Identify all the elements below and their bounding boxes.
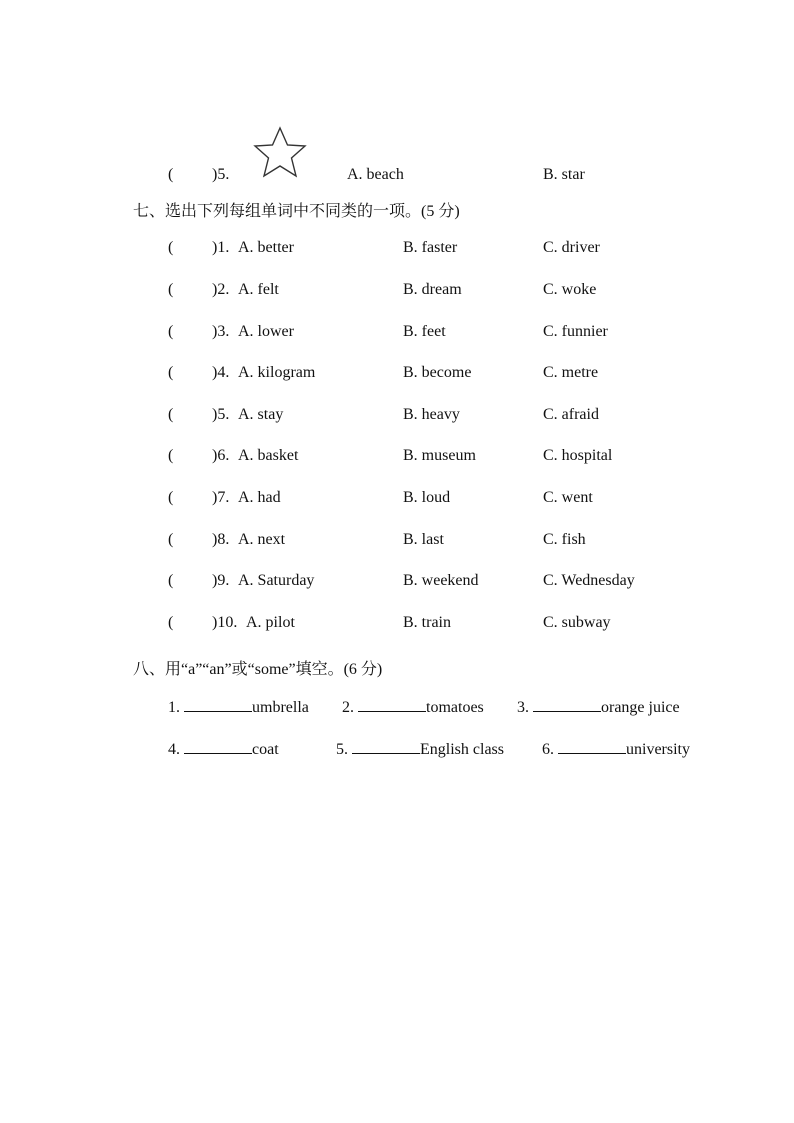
question-number: )5. (212, 406, 230, 423)
answer-paren: ( (168, 447, 174, 464)
answer-blank[interactable] (184, 697, 252, 712)
option-c: C. subway (543, 614, 611, 631)
answer-paren: ( (168, 531, 174, 548)
option-a: A. beach (347, 166, 404, 183)
question-number: )8. (212, 531, 230, 548)
answer-paren: ( (168, 489, 174, 506)
option-a: A. had (238, 489, 281, 506)
question-number: )3. (212, 323, 230, 340)
question-number: )2. (212, 281, 230, 298)
option-c: C. fish (543, 531, 586, 548)
answer-blank[interactable] (358, 697, 426, 712)
option-a: A. better (238, 239, 294, 256)
list-item (342, 697, 484, 717)
option-b: B. last (403, 531, 444, 548)
option-a: A. stay (238, 406, 284, 423)
list-item (168, 697, 309, 717)
item-word: English class (420, 741, 504, 758)
question-number: )1. (212, 239, 230, 256)
option-b: B. train (403, 614, 451, 631)
option-a: A. kilogram (238, 364, 316, 381)
answer-paren: ( (168, 323, 174, 340)
list-item (542, 739, 690, 759)
option-a: A. felt (238, 281, 279, 298)
option-c: C. metre (543, 364, 599, 381)
question-number: )5. (212, 166, 230, 183)
item-number: 5. (336, 741, 348, 758)
item-number: 6. (542, 741, 554, 758)
option-b: B. faster (403, 239, 458, 256)
answer-blank[interactable] (558, 739, 626, 754)
list-item (168, 739, 279, 759)
item-word: university (626, 741, 690, 758)
option-a: A. lower (238, 323, 294, 340)
answer-paren: ( (168, 406, 174, 423)
option-a: A. next (238, 531, 286, 548)
option-b: B. feet (403, 323, 446, 340)
answer-paren: ( (168, 281, 174, 298)
item-number: 3. (517, 699, 529, 716)
item-word: umbrella (252, 699, 309, 716)
item-word: tomatoes (426, 699, 484, 716)
answer-paren: ( (168, 614, 174, 631)
option-a: A. pilot (246, 614, 295, 631)
answer-paren: ( (168, 166, 174, 183)
item-word: orange juice (601, 699, 680, 716)
question-number: )7. (212, 489, 230, 506)
star-outline-icon (243, 124, 317, 180)
section-eight-heading: 八、用“a”“an”或“some”填空。(6 分) (133, 661, 383, 678)
answer-paren: ( (168, 572, 174, 589)
option-c: C. went (543, 489, 593, 506)
question-number: )10. (212, 614, 238, 631)
option-a: A. Saturday (238, 572, 315, 589)
option-b: B. dream (403, 281, 462, 298)
answer-blank[interactable] (533, 697, 601, 712)
answer-paren: ( (168, 239, 174, 256)
option-c: C. driver (543, 239, 600, 256)
section-seven-heading: 七、选出下列每组单词中不同类的一项。(5 分) (133, 203, 460, 220)
option-b: B. museum (403, 447, 476, 464)
option-b: B. star (543, 166, 585, 183)
list-item (517, 697, 680, 717)
item-number: 4. (168, 741, 180, 758)
item-number: 1. (168, 699, 180, 716)
option-b: B. weekend (403, 572, 479, 589)
item-word: coat (252, 741, 279, 758)
answer-blank[interactable] (184, 739, 252, 754)
option-c: C. afraid (543, 406, 599, 423)
option-b: B. loud (403, 489, 451, 506)
list-item (336, 739, 504, 759)
option-c: C. Wednesday (543, 572, 635, 589)
option-c: C. hospital (543, 447, 613, 464)
option-c: C. woke (543, 281, 597, 298)
answer-blank[interactable] (352, 739, 420, 754)
question-number: )4. (212, 364, 230, 381)
question-number: )9. (212, 572, 230, 589)
option-c: C. funnier (543, 323, 608, 340)
option-b: B. heavy (403, 406, 460, 423)
option-b: B. become (403, 364, 472, 381)
question-number: )6. (212, 447, 230, 464)
answer-paren: ( (168, 364, 174, 381)
option-a: A. basket (238, 447, 299, 464)
item-number: 2. (342, 699, 354, 716)
